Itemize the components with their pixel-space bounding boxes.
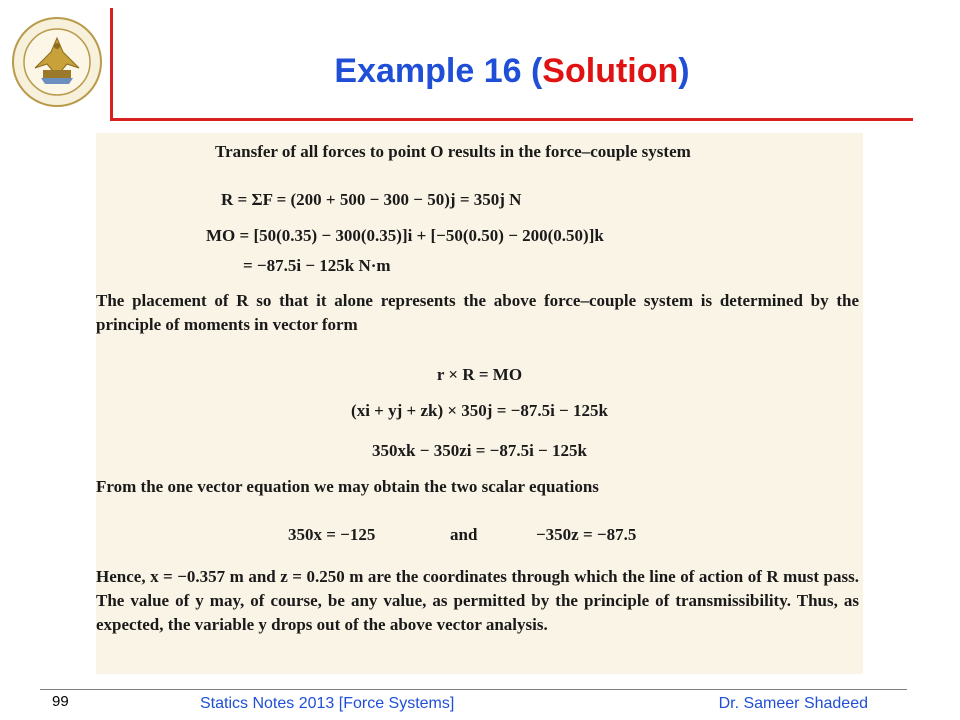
scalar-intro-text: From the one vector equation we may obtain the two scalar equations (96, 477, 599, 496)
page-number: 99 (52, 693, 69, 710)
equation-moment-2: = −87.5i − 125k N·m (243, 256, 391, 275)
placement-paragraph: The placement of R so that it alone represents the above force–couple system is determined by the principle of moments in vector form (96, 291, 859, 334)
equation-resultant: R = ΣF = (200 + 500 − 300 − 50)j = 350j N (221, 190, 522, 209)
scalar-equation-and: and (450, 525, 478, 544)
scalar-equation-z: −350z = −87.5 (536, 525, 637, 544)
slide-title (112, 52, 912, 91)
equation-vector-form: (xi + yj + zk) × 350j = −87.5i − 125k (351, 401, 608, 420)
header-horizontal-rule (110, 118, 913, 121)
footer-course-title: Statics Notes 2013 [Force Systems] (200, 695, 455, 712)
slide-title-main: Example 16 ( (334, 52, 543, 90)
solution-panel (96, 133, 863, 674)
equation-moment-1: MO = [50(0.35) − 300(0.35)]i + [−50(0.50) − 200(0.50)]k (206, 226, 604, 245)
intro-text: Transfer of all forces to point O results in the force–couple system (215, 142, 691, 161)
scalar-equation-x: 350x = −125 (288, 525, 376, 544)
equation-expanded: 350xk − 350zi = −87.5i − 125k (372, 441, 587, 460)
footer-rule (40, 689, 907, 690)
slide-title-end: ) (678, 52, 690, 90)
slide-title-highlight: Solution (542, 52, 679, 90)
conclusion-paragraph: Hence, x = −0.357 m and z = 0.250 m are the coordinates through which the line of action of R must pass. The value of y may, of course, be any value, as permitted by the principle of transmissibility. Thus, as expected, the variable y drops out of the above vector analysis. (96, 567, 859, 634)
footer-author: Dr. Sameer Shadeed (718, 695, 868, 712)
equation-r-cross-R: r × R = MO (436, 365, 523, 384)
university-seal-icon (11, 16, 103, 108)
